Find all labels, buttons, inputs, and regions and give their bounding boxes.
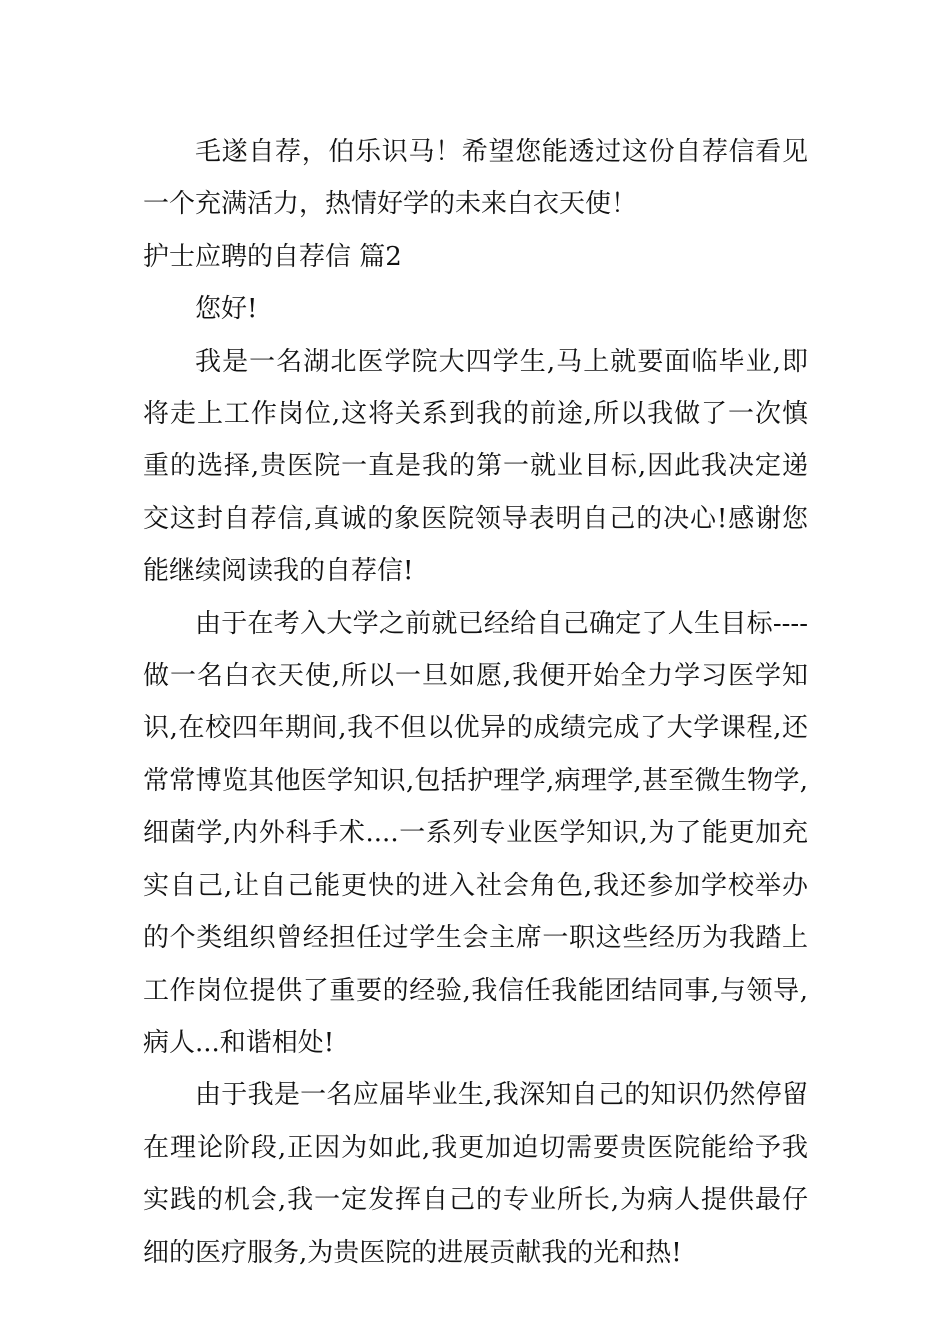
closing-paragraph: 毛遂自荐，伯乐识马！希望您能透过这份自荐信看见一个充满活力，热情好学的未来白衣天使！ bbox=[143, 137, 808, 220]
section-heading: 护士应聘的自荐信 篇2 bbox=[143, 241, 402, 272]
body-paragraph-request: 由于我是一名应届毕业生,我深知自己的知识仍然停留在理论阶段,正因为如此,我更加迫切需要贵医院能给予我实践的机会,我一定发挥自己的专业所长,为病人提供最仔细的医疗服务,为贵医院的进展贡献我的光和热! bbox=[143, 1080, 808, 1268]
body-paragraph-intro: 我是一名湖北医学院大四学生,马上就要面临毕业,即将走上工作岗位,这将关系到我的前途,所以我做了一次慎重的选择,贵医院一直是我的第一就业目标,因此我决定递交这封自荐信,真诚的象医院领导表明自己的决心!感谢您能继续阅读我的自荐信! bbox=[143, 346, 808, 587]
body-paragraph-education: 由于在考入大学之前就已经给自己确定了人生目标----做一名白衣天使,所以一旦如愿,我便开始全力学习医学知识,在校四年期间,我不但以优异的成绩完成了大学课程,还常常博览其他医学知识,包括护理学,病理学,甚至微生物学,细菌学,内外科手术....一系列专业医学知识,为了能更加充实自己,让自己能更快的进入社会角色,我还参加学校举办的个类组织曾经担任过学生会主席一职这些经历为我踏上工作岗位提供了重要的经验,我信任我能团结同事,与领导,病人...和谐相处! bbox=[143, 608, 808, 1058]
document-body bbox=[143, 126, 808, 1279]
greeting: 您好! bbox=[195, 294, 258, 325]
